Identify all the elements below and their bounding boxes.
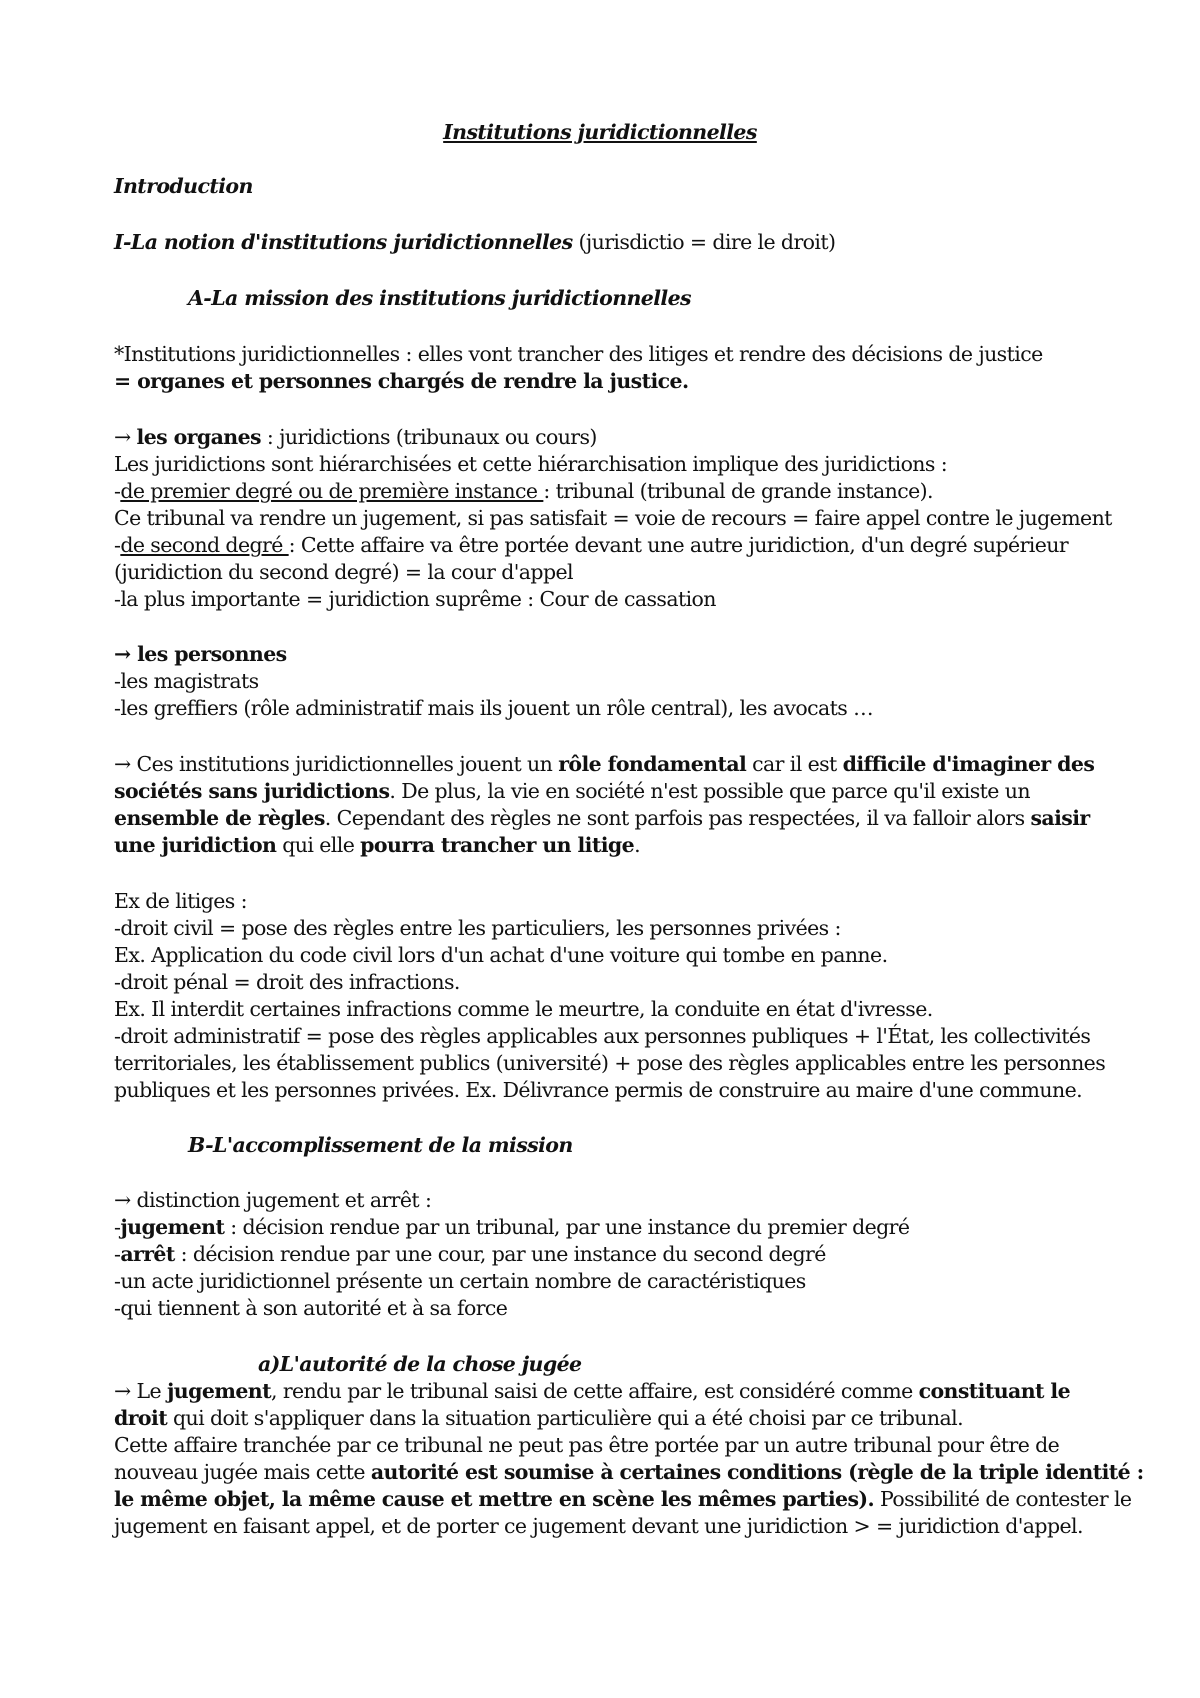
role-line-2: sociétés sans juridictions. De plus, la vie en société n'est possible que parce qu'il existe un	[114, 779, 1030, 803]
organes-line-6: -la plus importante = juridiction suprême : Cour de cassation	[114, 587, 716, 611]
arret-line: -arrêt : décision rendue par une cour, par une instance du second degré	[114, 1242, 826, 1266]
personnes-line-2: -les greffiers (rôle administratif mais ils jouent un rôle central), les avocats …	[114, 696, 873, 720]
chose-jugee-line-5: le même objet, la même cause et mettre en scène les mêmes parties). Possibilité de contester le	[114, 1487, 1132, 1511]
organes-line-1: Les juridictions sont hiérarchisées et cette hiérarchisation implique des juridictions :	[114, 452, 948, 476]
section-1-heading: I-La notion d'institutions juridictionnelles (jurisdictio = dire le droit)	[114, 230, 836, 254]
chose-jugee-line-6: jugement en faisant appel, et de porter ce jugement devant une juridiction > = juridiction d'appel.	[114, 1514, 1083, 1538]
organes-heading: → les organes : juridictions (tribunaux ou cours)	[114, 425, 597, 449]
organes-line-3: Ce tribunal va rendre un jugement, si pas satisfait = voie de recours = faire appel contre le jugement	[114, 506, 1112, 530]
chose-jugee-line-4: nouveau jugée mais cette autorité est soumise à certaines conditions (règle de la triple identité :	[114, 1460, 1144, 1484]
organes-line-4: -de second degré : Cette affaire va être portée devant une autre juridiction, d'un degré supérieur	[114, 533, 1069, 557]
organes-line-2: -de premier degré ou de première instance : tribunal (tribunal de grande instance).	[114, 479, 933, 503]
role-line-4: une juridiction qui elle pourra trancher un litige.	[114, 833, 640, 857]
distinction-line: → distinction jugement et arrêt :	[114, 1188, 432, 1212]
personnes-heading: → les personnes	[114, 642, 287, 666]
litiges-line: -droit pénal = droit des infractions.	[114, 970, 460, 994]
introduction-heading: Introduction	[114, 174, 253, 198]
litiges-line: publiques et les personnes privées. Ex. Délivrance permis de construire au maire d'une commune.	[114, 1078, 1083, 1102]
subsection-a-heading: a)L'autorité de la chose jugée	[258, 1352, 582, 1376]
organes-line-5: (juridiction du second degré) = la cour d'appel	[114, 560, 573, 584]
autorite-line: -qui tiennent à son autorité et à sa force	[114, 1296, 508, 1320]
chose-jugee-line-1: → Le jugement, rendu par le tribunal saisi de cette affaire, est considéré comme constituant le	[114, 1379, 1071, 1403]
litiges-line: territoriales, les établissement publics (université) + pose des règles applicables entre les personnes	[114, 1051, 1106, 1075]
chose-jugee-line-3: Cette affaire tranchée par ce tribunal ne peut pas être portée par un autre tribunal pour être de	[114, 1433, 1060, 1457]
litiges-line: -droit administratif = pose des règles applicables aux personnes publiques + l'État, les collectivités	[114, 1024, 1091, 1048]
acte-line: -un acte juridictionnel présente un certain nombre de caractéristiques	[114, 1269, 806, 1293]
section-a-heading: A-La mission des institutions juridictionnelles	[188, 286, 691, 310]
jugement-line: -jugement : décision rendue par un tribunal, par une instance du premier degré	[114, 1215, 910, 1239]
litiges-line: Ex. Application du code civil lors d'un achat d'une voiture qui tombe en panne.	[114, 943, 888, 967]
litiges-line: Ex. Il interdit certaines infractions comme le meurtre, la conduite en état d'ivresse.	[114, 997, 933, 1021]
chose-jugee-line-2: droit qui doit s'appliquer dans la situation particulière qui a été choisi par ce tribunal.	[114, 1406, 964, 1430]
definition-line: = organes et personnes chargés de rendre la justice.	[114, 369, 689, 393]
personnes-line-1: -les magistrats	[114, 669, 259, 693]
section-b-heading: B-L'accomplissement de la mission	[188, 1133, 573, 1157]
role-line-1: → Ces institutions juridictionnelles jouent un rôle fondamental car il est difficile d'imaginer des	[114, 752, 1095, 776]
litiges-line: Ex de litiges :	[114, 889, 247, 913]
institutions-line: *Institutions juridictionnelles : elles vont trancher des litiges et rendre des décisions de justice	[114, 342, 1043, 366]
document-title: Institutions juridictionnelles	[443, 120, 757, 144]
litiges-line: -droit civil = pose des règles entre les particuliers, les personnes privées :	[114, 916, 841, 940]
role-line-3: ensemble de règles. Cependant des règles ne sont parfois pas respectées, il va falloir alors saisir	[114, 806, 1090, 830]
